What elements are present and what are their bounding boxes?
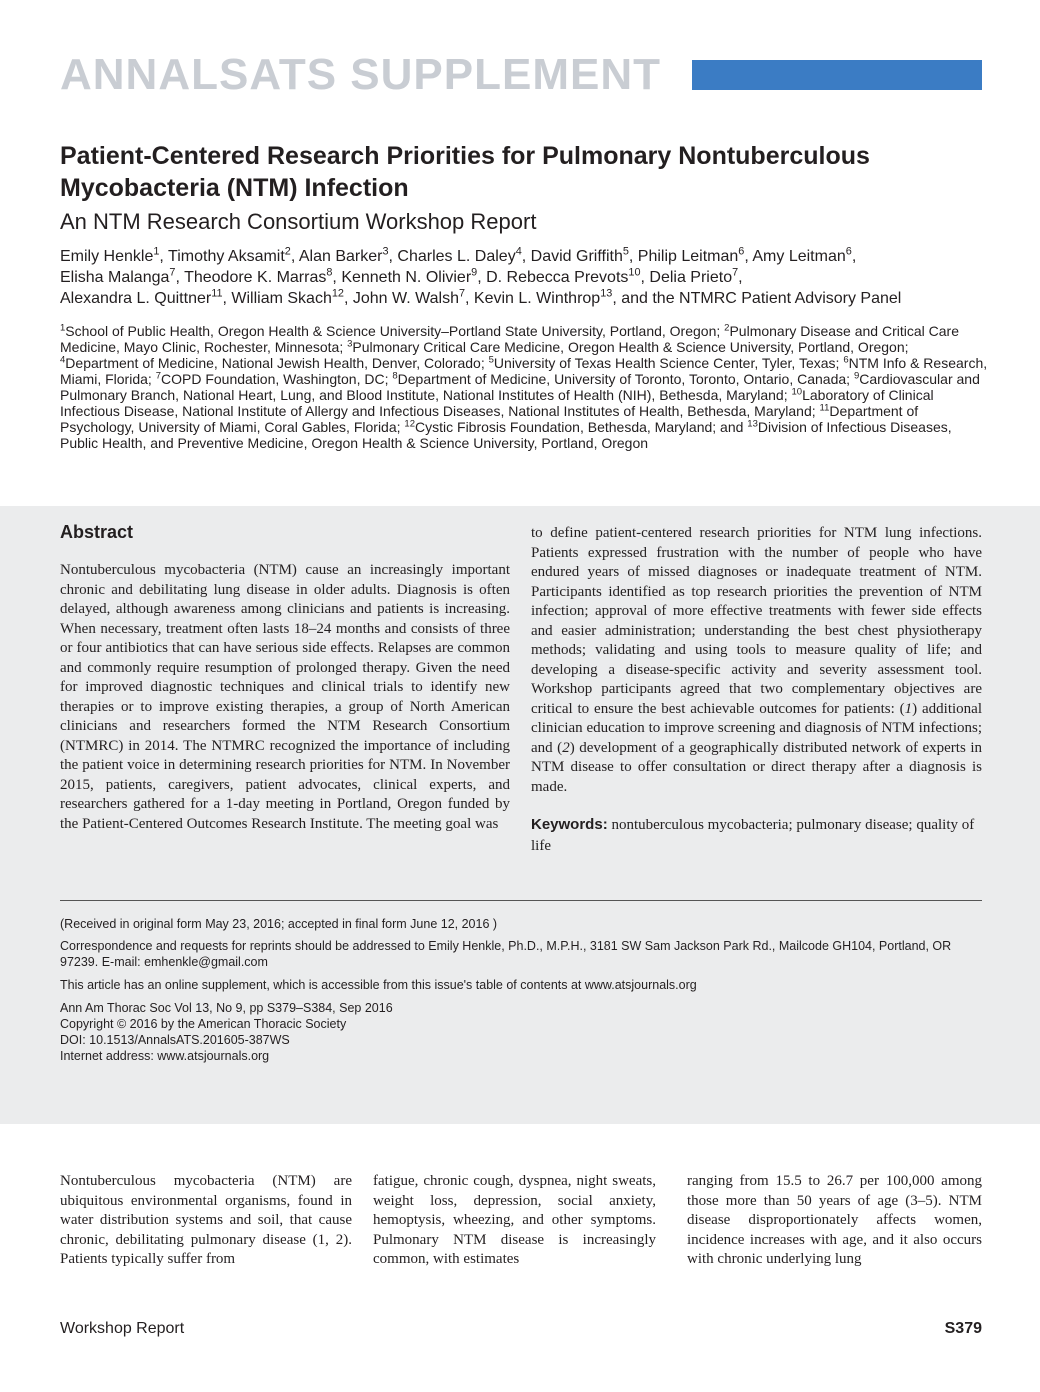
author-list: Emily Henkle$^1$, Timothy Aksamit$^2$, Alan Barker$^3$, Charles L. Daley$^4$, David Griffith$^5$, Philip Leitman$^6$, Amy Leitman$^6$, Elisha Malanga$^7$, Theodore K. Marras$^8$, Kenneth N. Olivier$^9$, D. Rebecca Prevots$^{10}$, Delia Prieto$^7$, Alexandra L. Quittner$^{11}$, William Skach$^{12}$, John W. Walsh$^7$, Kevin L. Winthrop$^{13}$, and the NTMRC Patient Advisory Panel bbox=[60, 245, 902, 307]
affiliation-number: 5 bbox=[488, 354, 494, 366]
received-dates: (Received in original form May 23, 2016; accepted in final form June 12, 2016 ) bbox=[60, 917, 498, 931]
list-marker: 1 bbox=[904, 700, 913, 717]
affiliation-number: 7 bbox=[155, 370, 161, 382]
affiliation: Department of Medicine, National Jewish Health, Denver, Colorado bbox=[65, 355, 481, 371]
affiliation: Department of Medicine, University of Toronto, Toronto, Ontario, Canada bbox=[397, 371, 847, 387]
author-affiliation-ref: 5 bbox=[622, 245, 629, 258]
abstract-heading: Abstract bbox=[60, 522, 134, 542]
author-name: William Skach bbox=[231, 290, 332, 307]
affiliation: COPD Foundation, Washington, DC bbox=[160, 371, 385, 387]
citation-line: DOI: 10.1513/AnnalsATS.201605-387WS bbox=[60, 1033, 290, 1047]
author-list-suffix: and the NTMRC Patient Advisory Panel bbox=[621, 290, 902, 307]
author bbox=[298, 245, 389, 265]
author bbox=[341, 266, 478, 286]
author-name: Elisha Malanga bbox=[60, 269, 170, 286]
author bbox=[168, 245, 291, 265]
author-affiliation-ref: 7 bbox=[732, 266, 739, 279]
author bbox=[486, 266, 641, 286]
author bbox=[397, 245, 522, 265]
list-marker: 2 bbox=[562, 739, 570, 756]
correspondence-note: Correspondence and requests for reprints should be addressed to Emily Henkle, Ph.D., M.P.H., 3181 SW Sam Jackson Park Rd., Mailcode GH104, Portland, OR 97239. E-mail: emhenkle@gmail.com bbox=[60, 939, 952, 969]
author-affiliation-ref: 11 bbox=[211, 287, 223, 300]
affiliation-number: 10 bbox=[791, 386, 803, 398]
author bbox=[530, 245, 629, 265]
affiliation-number: 13 bbox=[747, 418, 758, 430]
affiliation: Pulmonary Critical Care Medicine, Oregon Health & Science University, Portland, Oregon bbox=[352, 339, 905, 355]
author-name: John W. Walsh bbox=[352, 290, 459, 307]
abstract-text: ) development of a geographically distributed network of experts in NTM disease to offer consultation or direct therapy after a diagnosis is made. bbox=[531, 739, 982, 795]
author-affiliation-ref: 7 bbox=[458, 287, 466, 300]
author-affiliation-ref: 4 bbox=[515, 245, 522, 258]
abstract-text-column-2 bbox=[531, 524, 982, 797]
affiliation: Cystic Fibrosis Foundation, Bethesda, Maryland bbox=[415, 419, 713, 435]
author-name: Amy Leitman bbox=[752, 248, 846, 265]
author-name: Timothy Aksamit bbox=[168, 248, 285, 265]
affiliation-number: 8 bbox=[392, 370, 398, 382]
affiliation: Laboratory of Clinical Infectious Disease, National Institute of Allergy and Infectious Diseases, National Institutes of Health, Bethesda, Maryland bbox=[60, 387, 934, 419]
author bbox=[637, 245, 745, 265]
author-affiliation-ref: 7 bbox=[169, 266, 176, 279]
author-name: Philip Leitman bbox=[637, 248, 739, 265]
author-name: Alexandra L. Quittner bbox=[60, 290, 212, 307]
keywords-text: nontuberculous mycobacteria; pulmonary disease; quality of life bbox=[531, 817, 975, 854]
author bbox=[184, 266, 333, 286]
abstract-text: ) additional clinician education to improve screening and diagnosis of NTM infections; and ( bbox=[531, 700, 982, 756]
author-affiliation-ref: 6 bbox=[738, 245, 745, 258]
body-text-column-1: Nontuberculous mycobacteria (NTM) are ubiquitous environmental organisms, found in water distribution systems and soil, that cause chronic, debilitating pulmonary disease (1, 2). Patients typically suffer from bbox=[60, 1173, 352, 1268]
affiliation: NTM Info & Research, Miami, Florida bbox=[60, 355, 988, 387]
body-text-column-3: ranging from 15.5 to 26.7 per 100,000 among those more than 50 years of age (3–5). NTM disease disproportionately affects women, incidence increases with age, and it also occurs with chronic underlying lung bbox=[687, 1173, 982, 1268]
author bbox=[60, 245, 160, 265]
affiliation-number: 6 bbox=[843, 354, 849, 366]
author-affiliation-ref: 10 bbox=[628, 266, 641, 279]
affiliation: Cardiovascular and Pulmonary Branch, National Heart, Lung, and Blood Institute, National Institutes of Health (NIH), Bethesda, Maryland bbox=[60, 371, 980, 403]
abstract-text-column-1: Nontuberculous mycobacteria (NTM) cause an increasingly important chronic and debilitating lung disease in older adults. Diagnosis is often delayed, although awareness among clinicians and patients is increasing. When necessary, treatment often lasts 18–24 months and consists of three or four antibiotics that can have serious side effects. Relapses are common and commonly require resumption of prolonged therapy. Given the need for improved diagnostic techniques and clinical trials to identify new therapies or to improve existing therapies, a group of North American clinicians and researchers formed the NTM Research Consortium (NTMRC) in 2014. The NTMRC recognized the importance of including the patient voice in determining research priorities for NTM. In November 2015, patients, caregivers, patient advocates, clinical experts, and researchers gathered for a 1-day meeting in Portland, Oregon funded by the Patient-Centered Outcomes Research Institute. The meeting goal was bbox=[60, 562, 510, 832]
affiliation: Pulmonary Disease and Critical Care Medicine, Mayo Clinic, Rochester, Minnesota bbox=[60, 323, 959, 355]
affiliation-list: $^1$School of Public Health, Oregon Health & Science University–Portland State University, Portland, Oregon; $^2$Pulmonary Disease and Critical Care Medicine, Mayo Clinic, Rochester, Minnesota; $^3$Pulmonary Critical Care Medicine, Oregon Health & Science University, Portland, Oregon; $^4$Department of Medicine, National Jewish Health, Denver, Colorado; $^5$University of Texas Health Science Center, Tyler, Texas; $^6$NTM Info & Research, Miami, Florida; $^7$COPD Foundation, Washington, DC; $^8$Department of Medicine, University of Toronto, Toronto, Ontario, Canada; $^9$Cardiovascular and Pulmonary Branch, National Heart, Lung, and Blood Institute, National Institutes of Health (NIH), Bethesda, Maryland; $^{10}$Laboratory of Clinical Infectious Disease, National Institute of Allergy and Infectious Diseases, National Institutes of Health, Bethesda, Maryland; $^{11}$Department of Psychology, University of Miami, Coral Gables, Florida; $^{12}$Cystic Fibrosis Foundation, Bethesda, Maryland; and $^{13}$Division of Infectious Diseases, Public Health, and Preventive Medicine, Oregon Health & Science University, Portland, Oregon bbox=[60, 322, 988, 451]
author-name: Alan Barker bbox=[298, 248, 383, 265]
citation-line: Ann Am Thorac Soc Vol 13, No 9, pp S379–S384, Sep 2016 bbox=[60, 1001, 393, 1015]
author-name: Delia Prieto bbox=[649, 269, 733, 286]
affiliation: Division of Infectious Diseases, Public Health, and Preventive Medicine, Oregon Health & Science University, Portland, Oregon bbox=[60, 419, 952, 451]
author bbox=[60, 266, 176, 286]
article-subtitle: An NTM Research Consortium Workshop Report bbox=[60, 209, 537, 234]
author bbox=[473, 287, 613, 307]
author-affiliation-ref: 3 bbox=[382, 245, 389, 258]
article-title: Patient-Centered Research Priorities for Pulmonary Nontuberculous Mycobacteria (NTM) Infection bbox=[60, 142, 870, 202]
author bbox=[352, 287, 466, 307]
online-supplement-note: This article has an online supplement, which is accessible from this issue's table of contents at www.atsjournals.org bbox=[60, 978, 697, 992]
author-name: Emily Henkle bbox=[60, 248, 154, 265]
affiliation-number: 3 bbox=[347, 338, 353, 350]
author-name: Kenneth N. Olivier bbox=[341, 269, 472, 286]
keywords bbox=[531, 814, 982, 857]
author bbox=[60, 287, 223, 307]
keywords-label: Keywords: bbox=[531, 816, 608, 833]
author-affiliation-ref: 13 bbox=[600, 287, 613, 300]
author-affiliation-ref: 8 bbox=[326, 266, 333, 279]
affiliation-number: 12 bbox=[404, 418, 416, 430]
author-affiliation-ref: 1 bbox=[153, 245, 160, 258]
affiliation-number: 2 bbox=[724, 322, 730, 334]
author-name: Charles L. Daley bbox=[397, 248, 516, 265]
author bbox=[231, 287, 344, 307]
affiliation: Department of Psychology, University of Miami, Coral Gables, Florida bbox=[60, 403, 919, 435]
page-number: S379 bbox=[944, 1320, 982, 1337]
affiliation-number: 1 bbox=[60, 322, 66, 334]
author bbox=[752, 245, 852, 265]
author bbox=[649, 266, 739, 286]
affiliation-number: 4 bbox=[60, 354, 66, 366]
affiliation-number: 11 bbox=[819, 402, 830, 414]
abstract-text: to define patient-centered research priorities for NTM lung infections. Patients expressed frustration with the number of people who have endured years of missed diagnoses or inadequate treatment of NTM. Participants identified as top research priorities the prevention of NTM infection; approval of more effective treatments with fewer side effects and easier administration; understanding the best chest physiotherapy methods; validating and using tools to measure quality of life; and developing a disease-specific activity and severity assessment tool. Workshop participants agreed that two complementary objectives are critical to ensure the best achievable outcomes for patients: ( bbox=[531, 525, 982, 717]
divider bbox=[60, 900, 982, 901]
author-affiliation-ref: 12 bbox=[331, 287, 344, 300]
author-affiliation-ref: 2 bbox=[284, 245, 291, 258]
footer-section-label: Workshop Report bbox=[60, 1320, 185, 1337]
author-name: David Griffith bbox=[530, 248, 623, 265]
body-text-column-2: fatigue, chronic cough, dyspnea, night sweats, weight loss, depression, social anxiety, hemoptysis, wheezing, and other symptoms. Pulmonary NTM disease is increasingly common, with estimates bbox=[373, 1173, 656, 1268]
author-name: Kevin L. Winthrop bbox=[473, 290, 601, 307]
affiliation: School of Public Health, Oregon Health & Science University–Portland State University, Portland, Oregon bbox=[65, 323, 717, 339]
journal-banner: ANNALSATS SUPPLEMENT bbox=[60, 50, 661, 99]
citation-block bbox=[60, 1000, 982, 1064]
affiliation-number: 9 bbox=[853, 370, 860, 382]
affiliation: University of Texas Health Science Center, Tyler, Texas bbox=[493, 355, 836, 371]
author-affiliation-ref: 9 bbox=[471, 266, 478, 279]
citation-line: Internet address: www.atsjournals.org bbox=[60, 1049, 270, 1063]
author-name: D. Rebecca Prevots bbox=[486, 269, 629, 286]
author-name: Theodore K. Marras bbox=[184, 269, 327, 286]
citation-line: Copyright © 2016 by the American Thoracic Society bbox=[60, 1017, 347, 1031]
banner-accent-bar bbox=[692, 60, 982, 90]
author-affiliation-ref: 6 bbox=[845, 245, 852, 258]
